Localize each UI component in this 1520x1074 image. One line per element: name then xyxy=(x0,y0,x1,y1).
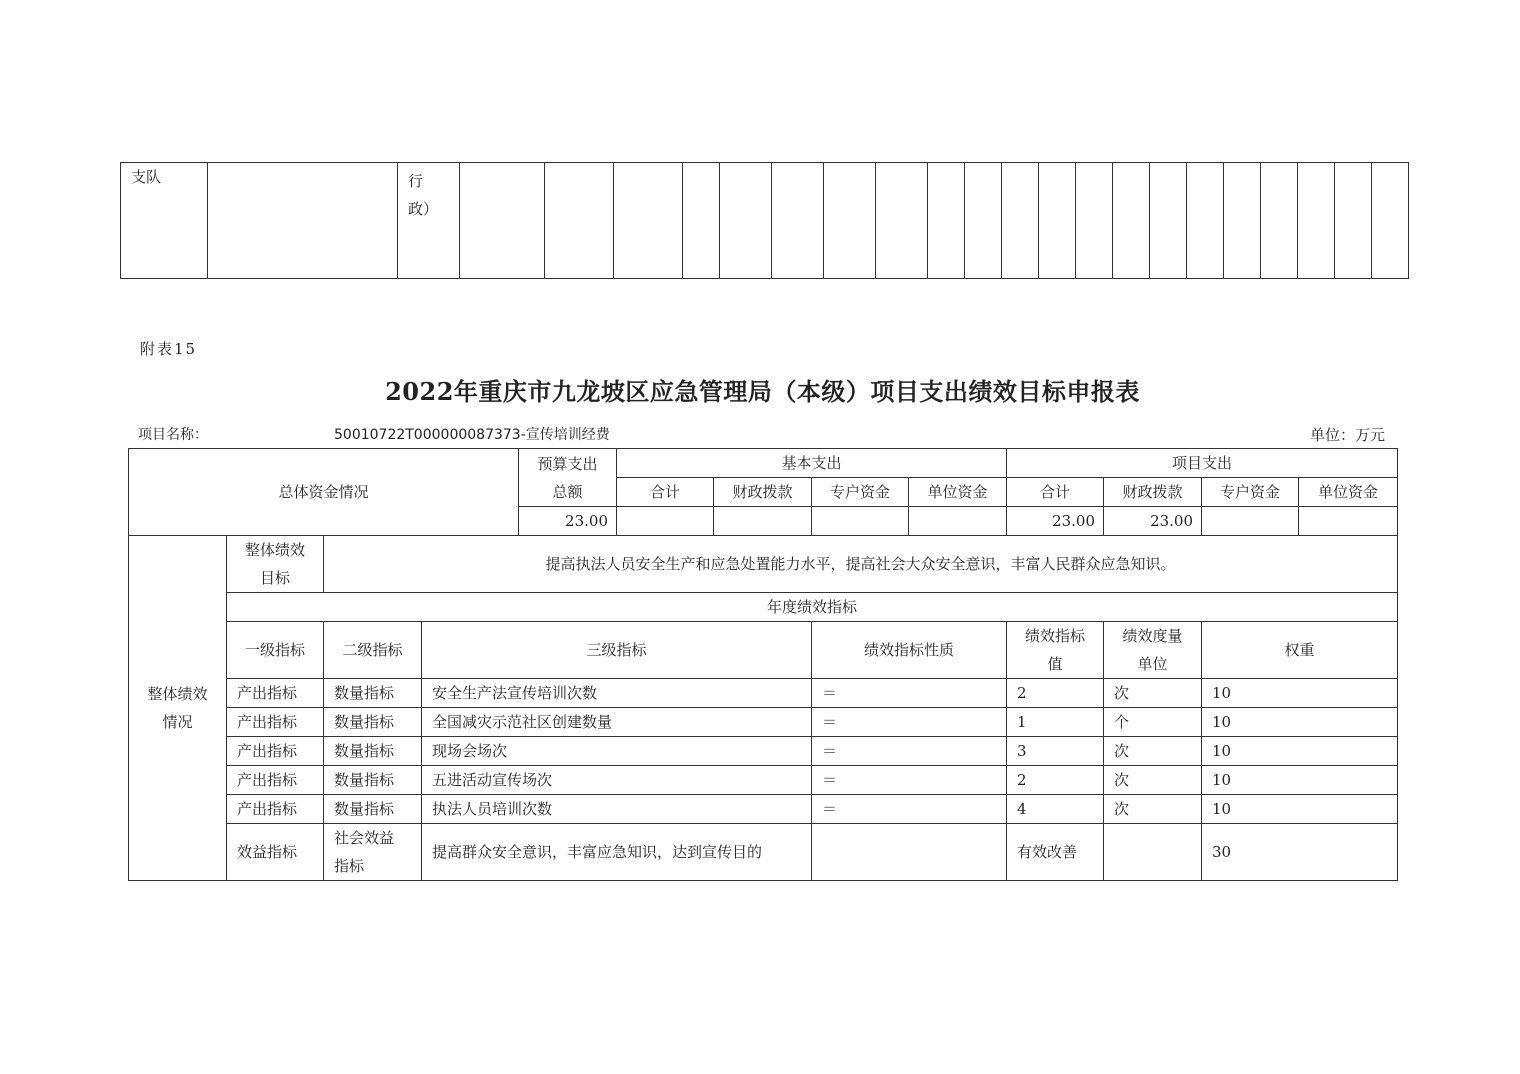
overall-goal-text: 提高执法人员安全生产和应急处置能力水平，提高社会大众安全意识，丰富人民群众应急知识。 xyxy=(324,536,1398,593)
project-subheader: 财政拨款 xyxy=(1104,478,1202,507)
continued-table-fragment xyxy=(120,162,1409,279)
cell-value: 有效改善 xyxy=(1007,824,1104,881)
basic-subheader: 合计 xyxy=(617,478,714,507)
basic-subheader: 专户资金 xyxy=(812,478,909,507)
appendix-label: 附表15 xyxy=(140,340,198,358)
cell-level3: 执法人员培训次数 xyxy=(422,795,812,824)
cell-level2: 数量指标 xyxy=(324,766,422,795)
project-value xyxy=(1299,507,1398,536)
cell-level3: 现场会场次 xyxy=(422,737,812,766)
cell-unit: 次 xyxy=(1104,795,1202,824)
cell-nature: ＝ xyxy=(812,708,1007,737)
cell-level3: 安全生产法宣传培训次数 xyxy=(422,679,812,708)
cell-value: 2 xyxy=(1007,679,1104,708)
header-weight: 权重 xyxy=(1202,622,1398,679)
project-value: 23.00 xyxy=(1007,507,1104,536)
unit-label: 单位：万元 xyxy=(1310,426,1386,444)
header-level2: 二级指标 xyxy=(324,622,422,679)
cell-level2: 数量指标 xyxy=(324,708,422,737)
table-row xyxy=(129,766,1398,795)
project-subheader: 单位资金 xyxy=(1299,478,1398,507)
cell-level2: 社会效益指标 xyxy=(324,824,422,881)
cell-weight: 30 xyxy=(1202,824,1398,881)
cell-value: 4 xyxy=(1007,795,1104,824)
budget-total-header: 预算支出总额 xyxy=(519,449,617,507)
fragment-cell-unit: 支队 xyxy=(121,163,208,279)
cell-value: 2 xyxy=(1007,766,1104,795)
basic-value xyxy=(714,507,812,536)
project-name-label: 项目名称： xyxy=(138,427,208,443)
header-level1: 一级指标 xyxy=(227,622,324,679)
cell-level2: 数量指标 xyxy=(324,795,422,824)
budget-total-value: 23.00 xyxy=(519,507,617,536)
cell-nature: ＝ xyxy=(812,737,1007,766)
cell-value: 1 xyxy=(1007,708,1104,737)
header-value: 绩效指标值 xyxy=(1007,622,1104,679)
cell-unit: 个 xyxy=(1104,708,1202,737)
table-row xyxy=(129,795,1398,824)
overall-performance-label: 整体绩效情况 xyxy=(129,536,227,881)
cell-nature: ＝ xyxy=(812,795,1007,824)
page-title: 2022年重庆市九龙坡区应急管理局（本级）项目支出绩效目标申报表 xyxy=(385,377,1140,406)
cell-level1: 产出指标 xyxy=(227,795,324,824)
cell-level1: 效益指标 xyxy=(227,824,324,881)
basic-value xyxy=(617,507,714,536)
cell-unit: 次 xyxy=(1104,766,1202,795)
table-row xyxy=(129,679,1398,708)
cell-level1: 产出指标 xyxy=(227,708,324,737)
table-row xyxy=(129,708,1398,737)
cell-unit xyxy=(1104,824,1202,881)
table-row xyxy=(129,737,1398,766)
cell-unit: 次 xyxy=(1104,737,1202,766)
header-level3: 三级指标 xyxy=(422,622,812,679)
cell-weight: 10 xyxy=(1202,737,1398,766)
project-subheader: 合计 xyxy=(1007,478,1104,507)
project-value: 23.00 xyxy=(1104,507,1202,536)
cell-nature xyxy=(812,824,1007,881)
cell-level1: 产出指标 xyxy=(227,679,324,708)
project-subheader: 专户资金 xyxy=(1202,478,1299,507)
table-row xyxy=(129,824,1398,881)
cell-level1: 产出指标 xyxy=(227,766,324,795)
fragment-cell xyxy=(208,163,398,279)
project-value xyxy=(1202,507,1299,536)
cell-level3: 五进活动宣传场次 xyxy=(422,766,812,795)
basic-expenditure-header: 基本支出 xyxy=(617,449,1007,478)
basic-value xyxy=(812,507,909,536)
basic-subheader: 财政拨款 xyxy=(714,478,812,507)
basic-subheader: 单位资金 xyxy=(909,478,1007,507)
funds-table xyxy=(128,448,1398,536)
cell-weight: 10 xyxy=(1202,766,1398,795)
cell-unit: 次 xyxy=(1104,679,1202,708)
annual-indicators-label: 年度绩效指标 xyxy=(227,593,1398,622)
cell-weight: 10 xyxy=(1202,679,1398,708)
cell-level3: 提高群众安全意识，丰富应急知识，达到宣传目的 xyxy=(422,824,812,881)
header-nature: 绩效指标性质 xyxy=(812,622,1007,679)
cell-weight: 10 xyxy=(1202,795,1398,824)
performance-table xyxy=(128,535,1398,881)
fragment-cell-type: 行政） xyxy=(398,163,460,279)
cell-nature: ＝ xyxy=(812,766,1007,795)
basic-value xyxy=(909,507,1007,536)
overall-goal-label: 整体绩效目标 xyxy=(227,536,324,593)
cell-level2: 数量指标 xyxy=(324,679,422,708)
cell-weight: 10 xyxy=(1202,708,1398,737)
header-unit: 绩效度量单位 xyxy=(1104,622,1202,679)
cell-level3: 全国减灾示范社区创建数量 xyxy=(422,708,812,737)
cell-value: 3 xyxy=(1007,737,1104,766)
project-expenditure-header: 项目支出 xyxy=(1007,449,1398,478)
project-name-value: 50010722T000000087373-宣传培训经费 xyxy=(334,427,610,443)
cell-nature: ＝ xyxy=(812,679,1007,708)
cell-level2: 数量指标 xyxy=(324,737,422,766)
funds-overview-label: 总体资金情况 xyxy=(129,449,519,536)
cell-level1: 产出指标 xyxy=(227,737,324,766)
